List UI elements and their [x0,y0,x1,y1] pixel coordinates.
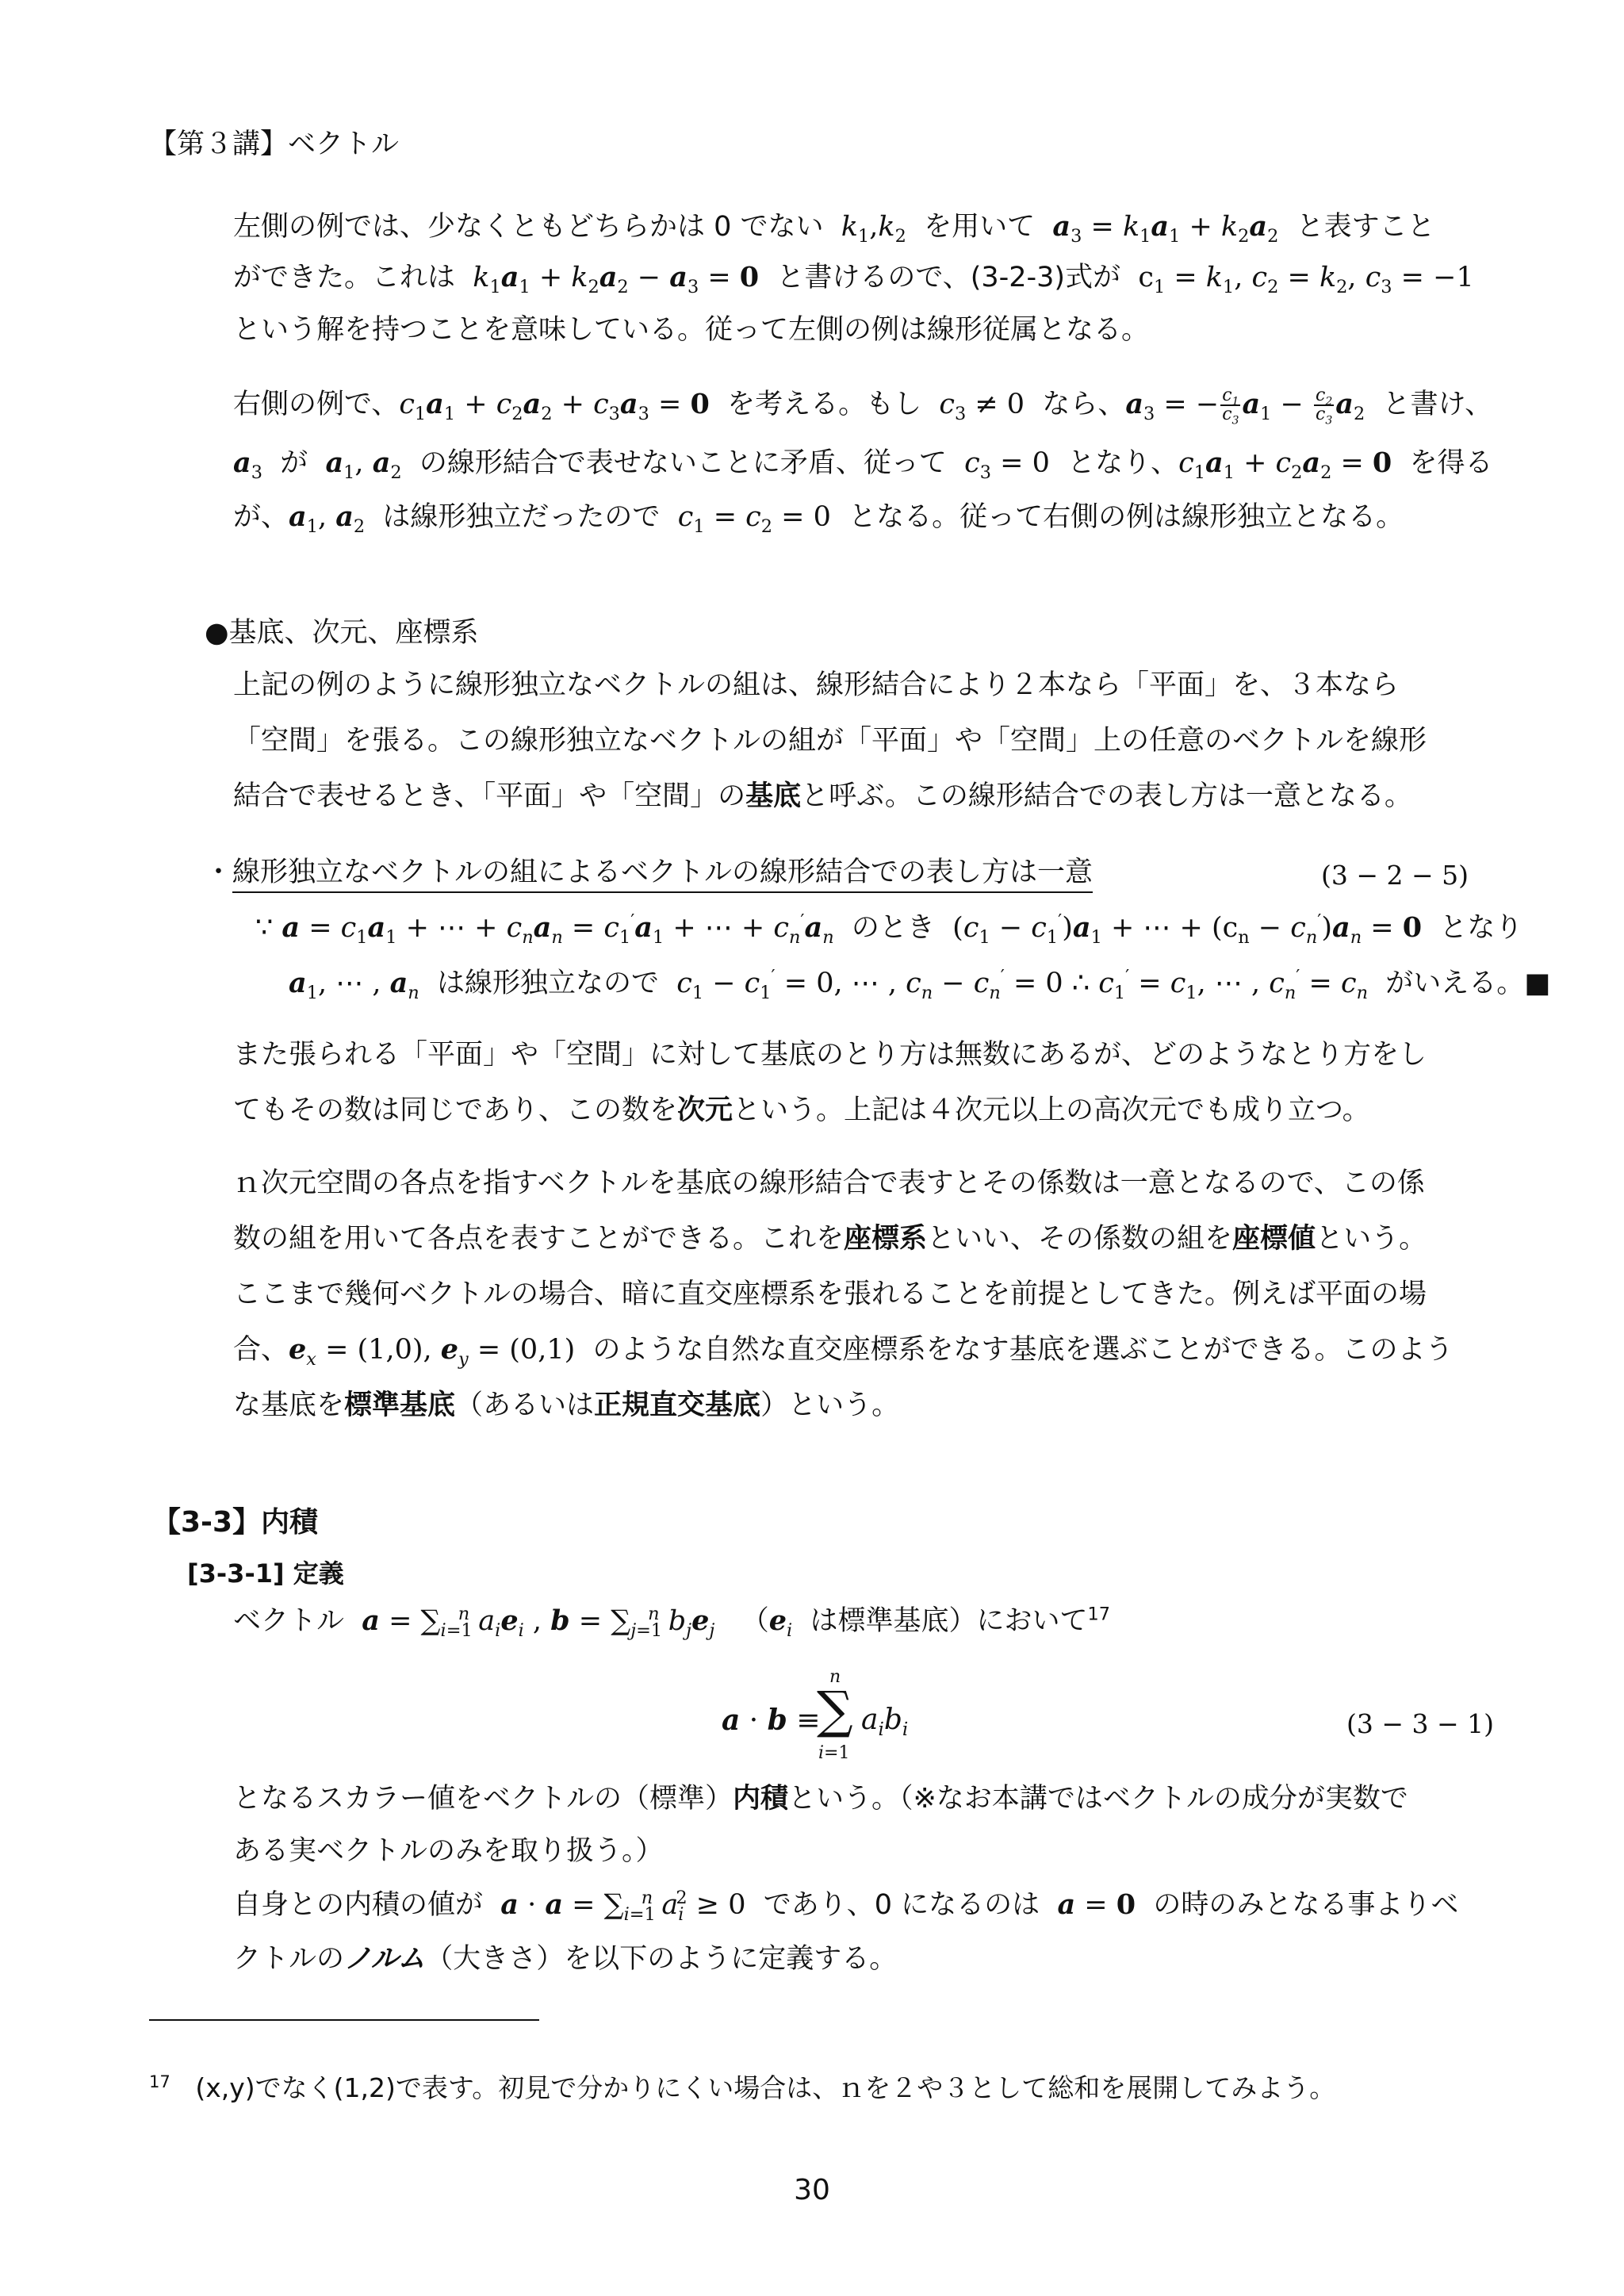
coord-line2: 数の組を用いて各点を表すことができる。これを座標系といい、その係数の組を座標値という。 [233,1223,1427,1255]
term-standard-basis: 標準基底 [344,1389,456,1421]
basis-line3: 結合で表せるとき、「平面」や「空間」の基底と呼ぶ。この線形結合での表し方は一意となる。 [233,780,1412,812]
def-line1: ベクトル $a = \sum_{i=1}^n$ $a_ie_i$ , $b = \sum_{j=1}^n$ $b_je_j$ （$e_i$ は標準基底）において$^{17}$ [233,1604,1110,1641]
footnote-rule [149,2019,539,2021]
theorem-title: ・線形独立なベクトルの組によるベクトルの線形結合での表し方は一意 [205,853,1093,891]
para2-line2: $a_3$ が $a_1$, $a_2$ の線形結合で表せないことに矛盾、従って $c_3 = 0$ となり、$c_1a_1 + c_2a_2 = 0$ を得る [233,447,1493,483]
theorem-number: (3 − 2 − 5) [1321,860,1469,891]
para1-line3: という解を持つことを意味している。従って左側の例は線形従属となる。 [233,314,1150,346]
theorem-line2: $a_1$, ⋯ , $a_n$ は線形独立なので $c_1 - c_1' = 0$, ⋯ , $c_n - c_n' = 0$ ∴ $c_1' = c_1$, ⋯ , $c_n' = c_n$ がいえる。■ [289,966,1551,1003]
dim-line2: てもその数は同じであり、この数を次元という。上記は４次元以上の高次元でも成り立つ。 [233,1094,1370,1126]
term-coordinate-value: 座標値 [1232,1223,1316,1255]
para1-line2: ができた。これは $k_1a_1 + k_2a_2 - a_3 = 0$ と書けるので、(3-2-3)式が $c_1 = k_1$, $c_2 = k_2$, $c_3 = -1$ [233,261,1474,297]
footnote: $^{17}$ (x,y)でなく(1,2)で表す。初見で分かりにくい場合は、ｎを２や３として総和を展開してみよう。 [149,2072,1336,2103]
term-inner-product: 内積 [733,1783,789,1815]
inner-product-equation: a · b ≡ n ∑ i=1 $a_ib_i$ [722,1667,909,1763]
running-header: 【第３講】ベクトル [149,128,400,160]
basis-line1: 上記の例のように線形独立なベクトルの組は、線形結合により２本なら「平面」を、３本なら [233,669,1400,701]
coord-line5: な基底を標準基底（あるいは正規直交基底）という。 [233,1389,900,1421]
term-dimension: 次元 [677,1094,733,1126]
term-orthonormal-basis: 正規直交基底 [594,1389,761,1421]
basis-heading: ●基底、次元、座標系 [205,617,479,649]
para1-line1: 左側の例では、少なくともどちらかは 0 でない $k_1,k_2$ を用いて $a_3 = k_1a_1 + k_2a_2$ と表すこと [233,210,1435,247]
dim-line1: また張られる「平面」や「空間」に対して基底のとり方は無数にあるが、どのようなとり方をし [233,1039,1427,1071]
para2-line1: 右側の例で、$c_1a_1 + c_2a_2 + c_3a_3 = 0$ を考える。もし $c_3 \ne 0$ なら、$a_3$ = − $\frac{c_1}{c_3}$ $a_1$ − $\frac{c_2}{c_3}$ $a_2$ と書け、 [233,385,1493,427]
footnote-mark: 17 [149,2072,170,2091]
subsection-heading: [3-3-1] 定義 [187,1558,344,1589]
def-line5: クトルのノルム（大きさ）を以下のように定義する。 [233,1943,898,1975]
term-norm: ノルム [344,1943,426,1975]
equation-number: (3 − 3 − 1) [1346,1708,1494,1739]
term-basis: 基底 [745,780,802,812]
basis-line2: 「空間」を張る。この線形独立なベクトルの組が「平面」や「空間」上の任意のベクトルを線形 [233,725,1427,757]
section-heading: 【3-3】内積 [152,1506,319,1539]
page-number: 30 [794,2174,830,2206]
term-coordinate-system: 座標系 [844,1223,928,1255]
para2-line3: が、$a_1$, $a_2$ は線形独立だったので $c_1 = c_2 = 0$ となる。従って右側の例は線形独立となる。 [233,500,1404,537]
coord-line3: ここまで幾何ベクトルの場合、暗に直交座標系を張れることを前提としてきた。例えば平面の場 [233,1278,1427,1310]
coord-line4: 合、$e_x = (1,0)$, $e_y = (0,1)$ のような自然な直交座標系をなす基底を選ぶことができる。このよう [233,1333,1454,1370]
theorem-line1: ∵ $a = c_1a_1$ + ⋯ + $c_na_n = c_1'a_1$ + ⋯ + $c_n'a_n$ のとき $(c_1 - c_1')a_1$ + ⋯ + $(c_n - c_n')a_n = 0$ となり [255,910,1523,948]
footnote-ref: 17 [1087,1604,1110,1625]
def-line3: ある実ベクトルのみを取り扱う。） [233,1835,664,1867]
coord-line1: ｎ次元空間の各点を指すベクトルを基底の線形結合で表すとその係数は一意となるので、この係 [233,1167,1425,1199]
def-line4: 自身との内積の値が $a \cdot a = \sum_{i=1}^n$ $a_i^2 \ge 0$ であり、0 になるのは a = 0 の時のみとなる事よりベ [233,1888,1459,1925]
def-line2: となるスカラー値をベクトルの（標準）内積という。（※なお本講ではベクトルの成分が実数で [233,1783,1408,1815]
